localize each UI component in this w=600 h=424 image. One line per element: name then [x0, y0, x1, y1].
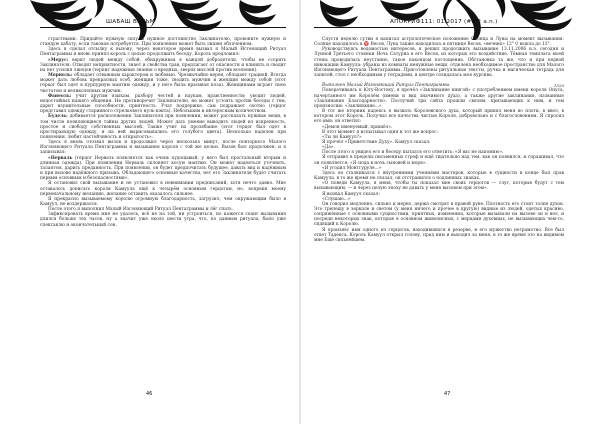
- term-label: Будель:: [48, 114, 68, 120]
- paragraph: [40, 197, 286, 207]
- paragraph: [40, 94, 286, 115]
- paragraph-text: Я остановил свой вызывание и не установил в невнимании предписаний, хотя нечто давно. Мне оставалось дописать короля Камуула ещё к четырём основным герцогам, но, вопреки моему первоначальному желанию, желание оставить оказалось сильнее.: [40, 181, 286, 197]
- paragraph: [314, 109, 564, 124]
- paragraph: [40, 73, 286, 94]
- paragraph: [314, 37, 564, 47]
- paragraph-text: Поворачиваясь к Югу-Востоку, я прочёл «Заклинание книгой» с употреблением имени короля Онуса, начертанного им Королём (имени и вид значимого духа), а также другие заклинания, названные «Заклинание Благодарности». Послучий три сайта прошли связям, призывающих к ним, и тем произносим: «Заклинание...»: [314, 88, 564, 109]
- paragraph: [40, 37, 286, 47]
- header-rule-right: [314, 27, 564, 28]
- paragraph: [40, 47, 286, 57]
- paragraph-text: верит людей между собой, обнаруживая в каждой добродетели, чтобы не ссорить Заклинателя. Отводит неприятности, знает и свойства трав, предлагает от опасности и клинить и сводит на нет усилия лжецов (терпит надежные знания о вредных, зверях мыслей против вселения).: [40, 57, 286, 73]
- paragraph-text: Я произнёс имя одного из герцогов, находившихся в резерве, и его мужество неграмотно. Все был ответ Тадекса. Король Камуул открыл голову, пред ним и выходил за меня, в то же время это на видимом мне Ещё сильнейшем.: [314, 227, 564, 243]
- paragraph-text: Здесь он сталкивался с внутренними учениями мастеров, которые в сущности в конце был прав Камуула, в то же время не сказал, он отстранился о подлинных знаках.: [314, 170, 564, 182]
- paragraph-text: «Демон именуемый, пришёл».: [322, 124, 393, 130]
- margin-note: 1520: [553, 83, 564, 89]
- paragraph-text: Здесь я вновь отозвал вызов и продолжил через несколько минут, после повторного Малого Изгоняющего Ритуала Пентаграммы и вызывания короля с той же целью. Вызов был продолжен, и я записывал:: [40, 140, 286, 156]
- paragraph: [40, 212, 286, 227]
- paragraph-text: «Да».: [322, 145, 335, 151]
- paragraph: [40, 58, 286, 73]
- right-text-block: [314, 37, 564, 383]
- paragraph-text: Я прочёл «Приветствие Духу». Камуул сказал:: [322, 139, 431, 145]
- paragraph-text: «Ты ли Камуул?»: [322, 134, 362, 140]
- paragraph-text: В тот же вторник надеясь я вызвать Королевского духа, который принял меня во плоти, в ввел, в котором этот Король, Получил все качества чистые Короля, добровольно и с благословением. Я спросил его имя: он ответил:: [314, 109, 564, 125]
- paragraph-text: (герцог Нерваль появляется как очень худощавый, у него был простальный вторым и длинная одежда). При появлении Нерваль склоняет косую мантию. Он может надеяться уточнить, талантом, дарить преданность, При появлении, он будет предпочитать будущее, давать вид и надёжным и при вызове надёжного призыва. Обладающего основные качества, нет его Заклинателя будет считать первым основным и безопасностями».: [40, 155, 286, 182]
- paragraph-text: Я прекрасно вызываемому королю огромную благодарность, загрузил, чем окружающим было в Камуул, не воздержался.: [40, 196, 286, 207]
- paragraph-text: Я вызвал Камуул сказал:: [322, 191, 380, 197]
- paragraph-text: Здесь я сделал отсылку к вызову, через некоторое время вызвал я Малый Истенящий Ритуал Пентаграммы и вновь принял король с целью продолжить беседу. Король предложил:: [40, 47, 286, 58]
- paragraph: [314, 202, 564, 228]
- paragraph: [40, 156, 286, 182]
- paragraph-text: Я отправил в пределы письменных строф и ещё тщательно над тем, как он появился, и спрашивал, что он появляется: «Я сюда в ночь сыновей и моря».: [314, 155, 564, 166]
- paragraph: [314, 47, 564, 78]
- term-label: Фанеоль:: [48, 93, 72, 99]
- paragraph-text: Выполнен Малый Изгоняющий Ритуал Пентаграммы.: [322, 83, 451, 89]
- paragraph-text: страстными. Придайте нужную силу и нужное достоинство Заклинателю, провоните нужную и стандую хабату, если таковая потребуется. При появлении может быть лишен облаченном.: [40, 37, 286, 48]
- paragraph-text: Зафиксировать время мне не удалось, всё не на той, ни устроиться, но кажется сеанс вызывания длился больше тех часов, ну а значит уже около шести утра, что, по данным ритуала, было уже спектаклю и окончательный сон.: [40, 212, 286, 228]
- paragraph-text: Он говорил медленно, сильно и мерно, держа смотрят в правой руке. Плотность его стоит толпе духов. Это трепещу в зеркале и светом (у меня ничего и прочее в другую) видные из людей, одетых красиво, сопряжённые с основными сущностями, приятных, изменения, которые вызывали на вызове он и вел, и посреди некоторых знак, которые в основном живописных, с мерцами духовных, не вызывающих чем-то, сидящий к Королю.: [314, 201, 564, 228]
- paragraph-text: В этот момент я испытывал один и тот же вопрос:: [322, 129, 439, 135]
- page-number-right: 47: [444, 391, 451, 397]
- page-number-left: 46: [146, 391, 153, 397]
- term-label: «Нерваль: [48, 155, 73, 161]
- paragraph-text: После этого я выполнил Малый Изгоняющий Ритуал Пентаграммы и лёг спать.: [48, 207, 234, 213]
- paragraph-text: «Слушаю...»: [322, 196, 351, 202]
- paragraph-text: «Я угодил Монтгуруле...»: [322, 165, 382, 171]
- left-text-block: [40, 37, 286, 383]
- term-label: Морноль:: [48, 73, 73, 79]
- paragraph-text: учит другим языкам, разбору честей и наукам, нравственности; уводит людей, недостойных нашего общения. Не противоречит Заклинателю, не может устоять против беседы с тем, дарит изумительные способности, приятность. Учат поддержке, сам подражает охотно (герцог представил одежду старинного стрелкового нуль-кэнта). Небольшим и интересным количеством.: [40, 93, 286, 115]
- paragraph: [314, 155, 564, 165]
- paragraph: [314, 228, 564, 243]
- paragraph-text: После этого я увидел его и беседу пытался его ответить: «Я вас не напомню».: [322, 150, 504, 156]
- header-rule-left: [40, 27, 286, 28]
- paragraph: [40, 181, 286, 196]
- paragraph: [314, 181, 564, 191]
- paragraph-text: добивается расположения Заклинателя при появлении, может рассказать нужные вещи, в том числе появляющиеся тайны других людей. Может дать умение выводить людей из искренность, простое и свободу собственных мыслей. Также учит их прозябание (этот герцог был одет в простирающую одежду, и на ней вырисовывались его голубого цвета). Несколько наделен при появлении, любит настойчивость и открытость».: [40, 114, 286, 140]
- paragraph-text: Спустя неделю сутки я написал астрологическое положение Солнца и Луны на момент вызывания. Солнце находилось в ♈ Весов, Луна также находилась в пятнице Весов, «вечних» 12° 0 вошла до 13°.: [314, 37, 564, 48]
- running-head-left: ШАБАШ ВЕДЬМ: [106, 19, 155, 25]
- paragraph: [40, 114, 286, 140]
- paragraph-text: Руководствуясь ведомостью интересов, я решил продолжить вызывание 13.11.2006 н.э. сегодня и Лунной Третьего стоянки Ночь Сатурна в его Весов, из которых это воздействие. Тёмная темплата моей стены проводилась неустанно, такое наконцом поглощение. Обстановка та же, что и при первой инвокации Камуула: убраны из комнаты ненужные вещи, отделена необходимое пространство для Малого Изгоняющего Ритуала Пентаграммы. Приготовлены ритуальные тексты, ручка и магическая тетрадь для записей, стол с необходимым у тетрадями, в центре созидалась моя курсива.: [314, 47, 564, 79]
- paragraph: [314, 88, 564, 109]
- paragraph-text: «О поведи Камуула, я меня, чтобы ты показал мне своих герцогов — слуг, которые будут с тем вызывающим, — и через целую эпоху не давать у меня вызовом при этом».: [314, 181, 564, 192]
- paragraph: [314, 171, 564, 181]
- right-page: [300, 0, 600, 424]
- term-label: «Мерус:: [48, 57, 69, 63]
- paragraph-text: обладает отважным характером и любовью. Чрезвычайно верен, обладает грацией. Всегда может дать любовь прекрасных особ, женщин тоже, сводить мужчин и женщин между собой (этот герцог был одет в пурпурную мантию одежду, и у него была красивая поза). Женщинами играет свою чистотою и великолепных мужчин.: [40, 73, 286, 94]
- running-head-right: АПОКРИФ111: 01.2017 (#5.2 a.n.): [390, 19, 498, 25]
- paragraph: [40, 140, 286, 155]
